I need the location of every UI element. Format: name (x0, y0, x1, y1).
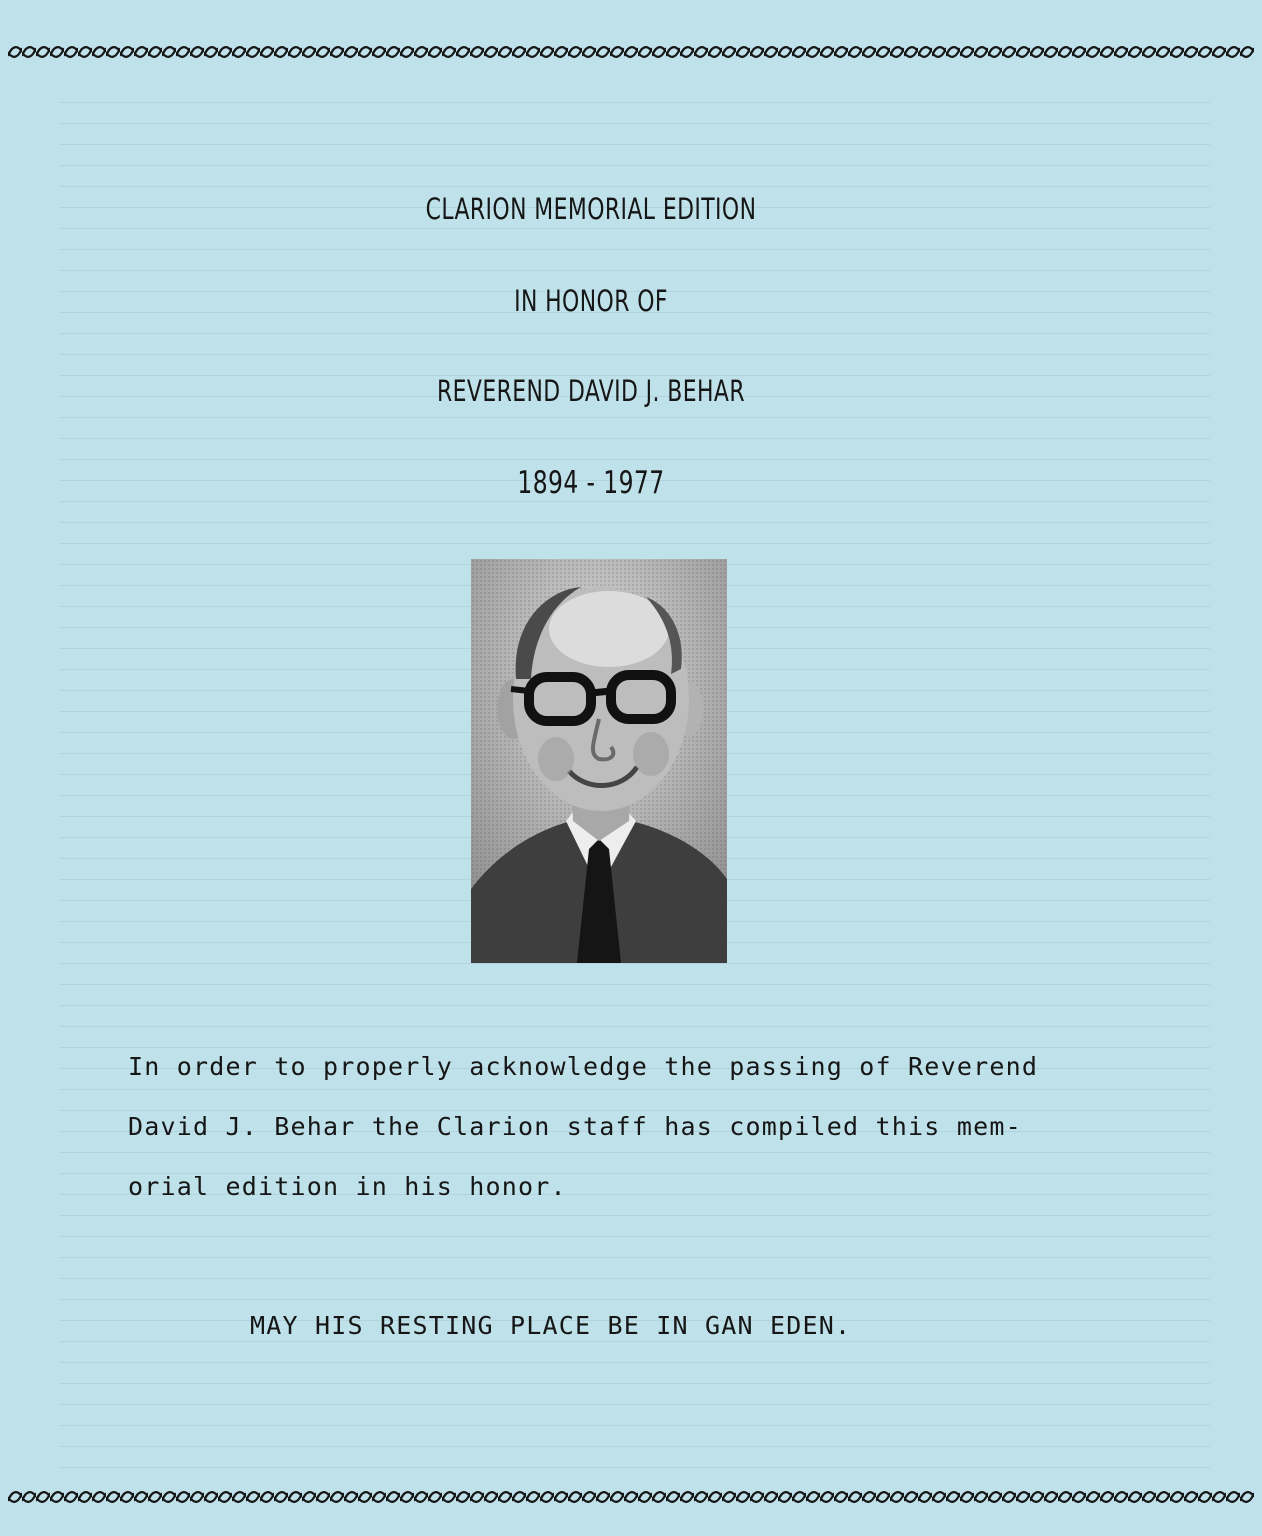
tribute-line: David J. Behar the Clarion staff has compiled this mem- (128, 1112, 1022, 1141)
honoree-name: REVEREND DAVID J. BEHAR (437, 374, 745, 408)
portrait-photo (471, 559, 727, 963)
bottom-rope-border (8, 1488, 1254, 1506)
tribute-line: orial edition in his honor. (128, 1172, 567, 1201)
tribute-paragraph (128, 1037, 1168, 1217)
honor-line: IN HONOR OF (514, 284, 668, 318)
closing-blessing: MAY HIS RESTING PLACE BE IN GAN EDEN. (250, 1311, 852, 1340)
edition-title: CLARION MEMORIAL EDITION (425, 192, 757, 226)
top-rope-border (8, 43, 1254, 61)
life-dates: 1894 - 1977 (517, 465, 665, 501)
tribute-line: In order to properly acknowledge the passing of Reverend (128, 1052, 1039, 1081)
